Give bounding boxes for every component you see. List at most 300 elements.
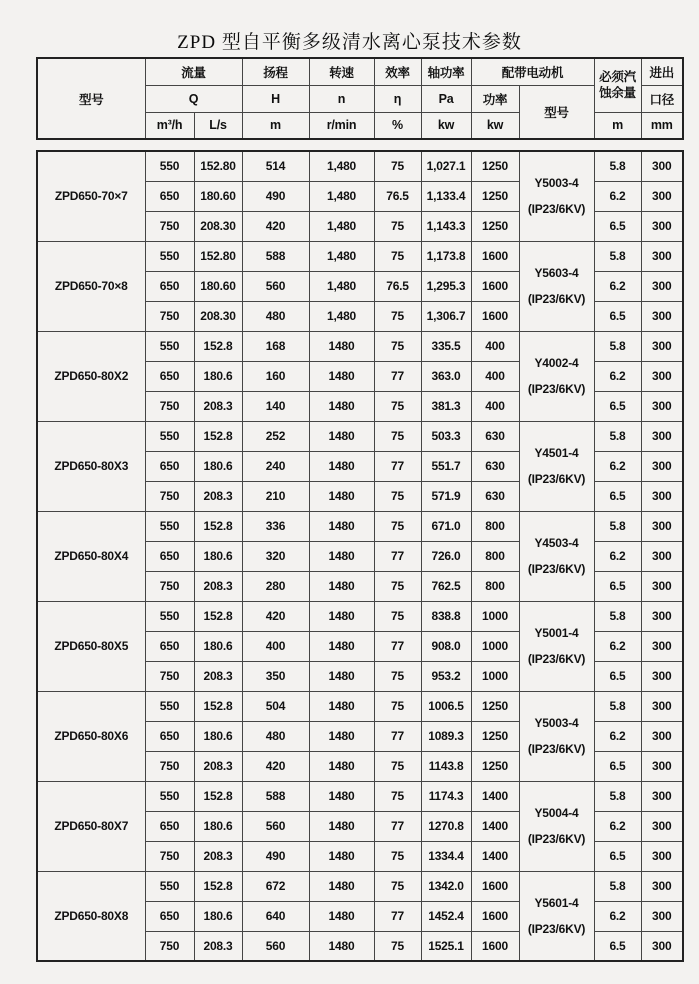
- cell-flow-ls: 180.6: [194, 901, 242, 931]
- cell-flow-m3h: 550: [145, 511, 194, 541]
- cell-efficiency: 75: [374, 661, 421, 691]
- spec-row: [37, 151, 683, 181]
- cell-motor-kw: 1400: [471, 841, 519, 871]
- header-model: 型号: [37, 58, 145, 139]
- header-head-symbol: H: [242, 85, 309, 112]
- spec-row: [37, 691, 683, 721]
- cell-speed: 1480: [309, 751, 374, 781]
- cell-efficiency: 75: [374, 781, 421, 811]
- cell-port-dia: 300: [641, 301, 683, 331]
- cell-npsh: 6.2: [594, 361, 641, 391]
- header-flow: 流量: [145, 58, 242, 85]
- cell-head-m: 400: [242, 631, 309, 661]
- cell-head-m: 168: [242, 331, 309, 361]
- cell-npsh: 6.5: [594, 571, 641, 601]
- cell-port-dia: 300: [641, 481, 683, 511]
- cell-port-dia: 300: [641, 721, 683, 751]
- cell-flow-m3h: 750: [145, 841, 194, 871]
- cell-head-m: 210: [242, 481, 309, 511]
- header-unit-m: m: [242, 112, 309, 139]
- cell-shaft-power: 1,027.1: [421, 151, 471, 181]
- cell-flow-ls: 208.30: [194, 301, 242, 331]
- cell-speed: 1,480: [309, 241, 374, 271]
- cell-npsh: 5.8: [594, 151, 641, 181]
- spec-row: [37, 241, 683, 271]
- cell-flow-ls: 208.3: [194, 481, 242, 511]
- cell-speed: 1480: [309, 661, 374, 691]
- cell-motor-kw: 1600: [471, 931, 519, 961]
- cell-speed: 1480: [309, 541, 374, 571]
- cell-npsh: 6.2: [594, 721, 641, 751]
- cell-flow-m3h: 550: [145, 601, 194, 631]
- cell-shaft-power: 1,295.3: [421, 271, 471, 301]
- cell-motor-kw: 1250: [471, 181, 519, 211]
- motor-model-name: Y5601-4: [534, 895, 579, 910]
- spec-row: [37, 601, 683, 631]
- cell-motor-model: [519, 421, 594, 511]
- cell-motor-kw: 400: [471, 391, 519, 421]
- cell-shaft-power: 1,306.7: [421, 301, 471, 331]
- cell-motor-kw: 630: [471, 451, 519, 481]
- cell-efficiency: 77: [374, 631, 421, 661]
- motor-model-name: Y5603-4: [534, 266, 579, 280]
- motor-model-name: Y5003-4: [534, 176, 579, 191]
- cell-port-dia: 300: [641, 571, 683, 601]
- cell-flow-ls: 208.3: [194, 661, 242, 691]
- cell-motor-model: [519, 241, 594, 331]
- header-motor-model: 型号: [519, 85, 594, 139]
- cell-head-m: 240: [242, 451, 309, 481]
- cell-speed: 1480: [309, 331, 374, 361]
- cell-speed: 1480: [309, 481, 374, 511]
- cell-port-dia: 300: [641, 931, 683, 961]
- cell-npsh: 6.5: [594, 661, 641, 691]
- motor-model-spec: (IP23/6KV): [527, 921, 586, 936]
- cell-flow-m3h: 550: [145, 331, 194, 361]
- cell-port-dia: 300: [641, 331, 683, 361]
- cell-npsh: 6.2: [594, 271, 641, 301]
- cell-port-dia: 300: [641, 241, 683, 271]
- cell-motor-model: [519, 601, 594, 691]
- cell-flow-m3h: 550: [145, 691, 194, 721]
- cell-efficiency: 77: [374, 451, 421, 481]
- cell-efficiency: 75: [374, 391, 421, 421]
- cell-flow-ls: 152.8: [194, 421, 242, 451]
- header-row-1: [37, 58, 683, 85]
- cell-efficiency: 77: [374, 811, 421, 841]
- spec-row: [37, 421, 683, 451]
- cell-speed: 1480: [309, 781, 374, 811]
- cell-npsh: 6.2: [594, 451, 641, 481]
- cell-motor-kw: 1400: [471, 811, 519, 841]
- cell-flow-ls: 208.3: [194, 841, 242, 871]
- cell-motor-kw: 1600: [471, 271, 519, 301]
- header-unit-m3h: m³/h: [145, 112, 194, 139]
- motor-model-spec: (IP23/6KV): [527, 202, 586, 217]
- cell-port-dia: 300: [641, 271, 683, 301]
- cell-motor-model: [519, 691, 594, 781]
- cell-motor-kw: 1250: [471, 151, 519, 181]
- cell-shaft-power: 838.8: [421, 601, 471, 631]
- cell-npsh: 6.5: [594, 391, 641, 421]
- header-unit-percent: %: [374, 112, 421, 139]
- cell-npsh: 5.8: [594, 421, 641, 451]
- header-motor-group: 配带电动机: [471, 58, 594, 85]
- cell-efficiency: 75: [374, 211, 421, 241]
- spec-row: [37, 331, 683, 361]
- cell-speed: 1480: [309, 391, 374, 421]
- cell-flow-ls: 180.6: [194, 631, 242, 661]
- cell-head-m: 490: [242, 181, 309, 211]
- cell-flow-ls: 180.6: [194, 361, 242, 391]
- cell-port-dia: 300: [641, 871, 683, 901]
- cell-flow-ls: 208.3: [194, 751, 242, 781]
- cell-flow-m3h: 750: [145, 661, 194, 691]
- cell-flow-m3h: 550: [145, 151, 194, 181]
- cell-efficiency: 77: [374, 721, 421, 751]
- cell-port-dia: 300: [641, 841, 683, 871]
- cell-efficiency: 75: [374, 691, 421, 721]
- cell-speed: 1480: [309, 841, 374, 871]
- cell-efficiency: 75: [374, 151, 421, 181]
- cell-efficiency: 75: [374, 421, 421, 451]
- cell-flow-m3h: 650: [145, 181, 194, 211]
- cell-flow-ls: 180.6: [194, 451, 242, 481]
- cell-shaft-power: 1143.8: [421, 751, 471, 781]
- data-table: [36, 150, 684, 962]
- cell-efficiency: 77: [374, 541, 421, 571]
- cell-motor-kw: 1600: [471, 901, 519, 931]
- motor-model-name: Y4002-4: [534, 356, 579, 370]
- header-unit-kw-motor: kw: [471, 112, 519, 139]
- cell-head-m: 588: [242, 241, 309, 271]
- cell-port-dia: 300: [641, 511, 683, 541]
- header-speed: 转速: [309, 58, 374, 85]
- cell-flow-ls: 152.80: [194, 241, 242, 271]
- cell-head-m: 480: [242, 301, 309, 331]
- cell-motor-kw: 630: [471, 421, 519, 451]
- cell-pump-model: ZPD650-80X5: [37, 601, 145, 691]
- cell-shaft-power: 1,173.8: [421, 241, 471, 271]
- cell-port-dia: 300: [641, 751, 683, 781]
- cell-motor-model: [519, 151, 594, 241]
- cell-motor-kw: 1000: [471, 661, 519, 691]
- cell-speed: 1480: [309, 721, 374, 751]
- cell-flow-ls: 208.3: [194, 931, 242, 961]
- cell-flow-ls: 152.80: [194, 151, 242, 181]
- cell-flow-ls: 152.8: [194, 331, 242, 361]
- cell-npsh: 5.8: [594, 331, 641, 361]
- cell-efficiency: 75: [374, 241, 421, 271]
- header-table: [36, 57, 684, 140]
- cell-port-dia: 300: [641, 361, 683, 391]
- cell-port-dia: 300: [641, 391, 683, 421]
- cell-head-m: 420: [242, 211, 309, 241]
- cell-npsh: 6.2: [594, 181, 641, 211]
- cell-motor-model: [519, 511, 594, 601]
- cell-head-m: 252: [242, 421, 309, 451]
- cell-shaft-power: 1525.1: [421, 931, 471, 961]
- cell-flow-m3h: 650: [145, 631, 194, 661]
- cell-npsh: 6.5: [594, 301, 641, 331]
- cell-pump-model: ZPD650-80X4: [37, 511, 145, 601]
- cell-npsh: 6.2: [594, 631, 641, 661]
- header-unit-ls: L/s: [194, 112, 242, 139]
- motor-model-name: Y5001-4: [534, 626, 579, 640]
- cell-motor-kw: 1000: [471, 631, 519, 661]
- cell-shaft-power: 1270.8: [421, 811, 471, 841]
- cell-flow-m3h: 550: [145, 781, 194, 811]
- cell-shaft-power: 1,143.3: [421, 211, 471, 241]
- cell-speed: 1480: [309, 421, 374, 451]
- cell-motor-kw: 1400: [471, 781, 519, 811]
- cell-shaft-power: 1006.5: [421, 691, 471, 721]
- cell-speed: 1480: [309, 871, 374, 901]
- cell-flow-m3h: 550: [145, 871, 194, 901]
- cell-shaft-power: 551.7: [421, 451, 471, 481]
- cell-speed: 1480: [309, 691, 374, 721]
- cell-motor-kw: 1600: [471, 871, 519, 901]
- cell-flow-ls: 180.6: [194, 811, 242, 841]
- cell-shaft-power: 1452.4: [421, 901, 471, 931]
- cell-speed: 1480: [309, 811, 374, 841]
- cell-flow-m3h: 650: [145, 361, 194, 391]
- cell-motor-kw: 1250: [471, 751, 519, 781]
- cell-speed: 1,480: [309, 271, 374, 301]
- cell-speed: 1480: [309, 571, 374, 601]
- cell-npsh: 5.8: [594, 691, 641, 721]
- cell-flow-m3h: 750: [145, 301, 194, 331]
- cell-shaft-power: 908.0: [421, 631, 471, 661]
- cell-motor-model: [519, 331, 594, 421]
- cell-shaft-power: 1174.3: [421, 781, 471, 811]
- cell-flow-m3h: 650: [145, 541, 194, 571]
- cell-speed: 1480: [309, 601, 374, 631]
- cell-motor-kw: 1250: [471, 211, 519, 241]
- header-npsh: [594, 58, 641, 112]
- page-title: ZPD 型自平衡多级清水离心泵技术参数: [177, 32, 522, 53]
- cell-efficiency: 75: [374, 601, 421, 631]
- cell-head-m: 420: [242, 751, 309, 781]
- cell-port-dia: 300: [641, 601, 683, 631]
- cell-speed: 1,480: [309, 301, 374, 331]
- spec-row: [37, 781, 683, 811]
- cell-flow-ls: 180.6: [194, 541, 242, 571]
- cell-flow-ls: 208.3: [194, 571, 242, 601]
- cell-port-dia: 300: [641, 781, 683, 811]
- cell-motor-kw: 1600: [471, 241, 519, 271]
- cell-port-dia: 300: [641, 901, 683, 931]
- cell-efficiency: 77: [374, 901, 421, 931]
- cell-pump-model: ZPD650-70×7: [37, 151, 145, 241]
- cell-npsh: 5.8: [594, 241, 641, 271]
- cell-head-m: 140: [242, 391, 309, 421]
- cell-head-m: 320: [242, 541, 309, 571]
- cell-speed: 1480: [309, 631, 374, 661]
- cell-head-m: 490: [242, 841, 309, 871]
- cell-shaft-power: 363.0: [421, 361, 471, 391]
- motor-model-spec: (IP23/6KV): [527, 562, 586, 576]
- cell-port-dia: 300: [641, 541, 683, 571]
- cell-flow-m3h: 750: [145, 571, 194, 601]
- cell-npsh: 6.2: [594, 901, 641, 931]
- cell-efficiency: 76.5: [374, 271, 421, 301]
- cell-pump-model: ZPD650-80X6: [37, 691, 145, 781]
- cell-efficiency: 76.5: [374, 181, 421, 211]
- cell-shaft-power: 726.0: [421, 541, 471, 571]
- cell-efficiency: 75: [374, 481, 421, 511]
- header-shaft-symbol: Pa: [421, 85, 471, 112]
- cell-npsh: 6.5: [594, 481, 641, 511]
- cell-port-dia: 300: [641, 421, 683, 451]
- cell-head-m: 560: [242, 811, 309, 841]
- cell-efficiency: 75: [374, 571, 421, 601]
- cell-motor-model: [519, 781, 594, 871]
- cell-speed: 1,480: [309, 211, 374, 241]
- header-flow-symbol: Q: [145, 85, 242, 112]
- cell-flow-ls: 152.8: [194, 691, 242, 721]
- spec-row: [37, 511, 683, 541]
- cell-motor-kw: 1000: [471, 601, 519, 631]
- cell-flow-m3h: 550: [145, 241, 194, 271]
- cell-head-m: 514: [242, 151, 309, 181]
- header-unit-npsh-m: m: [594, 112, 641, 139]
- cell-flow-ls: 180.60: [194, 181, 242, 211]
- cell-efficiency: 75: [374, 511, 421, 541]
- cell-flow-ls: 152.8: [194, 781, 242, 811]
- header-npsh-line1: 必须汽: [599, 70, 636, 85]
- cell-speed: 1480: [309, 451, 374, 481]
- cell-shaft-power: 1,133.4: [421, 181, 471, 211]
- motor-model-spec: (IP23/6KV): [527, 292, 586, 306]
- cell-efficiency: 75: [374, 751, 421, 781]
- cell-flow-ls: 180.6: [194, 721, 242, 751]
- cell-motor-kw: 630: [471, 481, 519, 511]
- motor-model-spec: (IP23/6KV): [527, 652, 586, 666]
- cell-npsh: 5.8: [594, 871, 641, 901]
- cell-head-m: 350: [242, 661, 309, 691]
- cell-motor-kw: 400: [471, 331, 519, 361]
- cell-shaft-power: 671.0: [421, 511, 471, 541]
- motor-model-name: Y4501-4: [534, 446, 579, 460]
- cell-port-dia: 300: [641, 811, 683, 841]
- cell-npsh: 6.5: [594, 211, 641, 241]
- cell-speed: 1480: [309, 361, 374, 391]
- cell-flow-m3h: 750: [145, 931, 194, 961]
- header-unit-rmin: r/min: [309, 112, 374, 139]
- cell-flow-m3h: 750: [145, 751, 194, 781]
- motor-model-name: Y4503-4: [534, 536, 579, 550]
- cell-efficiency: 77: [374, 361, 421, 391]
- cell-shaft-power: 1089.3: [421, 721, 471, 751]
- motor-model-name: Y5004-4: [534, 806, 579, 820]
- cell-pump-model: ZPD650-80X8: [37, 871, 145, 961]
- cell-flow-ls: 208.3: [194, 391, 242, 421]
- cell-flow-m3h: 650: [145, 901, 194, 931]
- cell-flow-ls: 152.8: [194, 871, 242, 901]
- cell-flow-m3h: 650: [145, 451, 194, 481]
- cell-efficiency: 75: [374, 331, 421, 361]
- cell-port-dia: 300: [641, 631, 683, 661]
- cell-pump-model: ZPD650-80X7: [37, 781, 145, 871]
- cell-motor-kw: 1600: [471, 301, 519, 331]
- cell-shaft-power: 953.2: [421, 661, 471, 691]
- cell-shaft-power: 1342.0: [421, 871, 471, 901]
- header-efficiency: 效率: [374, 58, 421, 85]
- cell-motor-kw: 800: [471, 571, 519, 601]
- header-npsh-line2: 蚀余量: [599, 86, 636, 101]
- cell-flow-m3h: 750: [145, 481, 194, 511]
- cell-head-m: 280: [242, 571, 309, 601]
- cell-flow-ls: 208.30: [194, 211, 242, 241]
- spec-row: [37, 871, 683, 901]
- header-motor-power: 功率: [471, 85, 519, 112]
- motor-model-spec: (IP23/6KV): [527, 472, 586, 486]
- cell-head-m: 480: [242, 721, 309, 751]
- cell-motor-kw: 800: [471, 511, 519, 541]
- cell-efficiency: 75: [374, 871, 421, 901]
- cell-port-dia: 300: [641, 151, 683, 181]
- cell-npsh: 6.2: [594, 811, 641, 841]
- header-speed-symbol: n: [309, 85, 374, 112]
- cell-head-m: 420: [242, 601, 309, 631]
- cell-port-dia: 300: [641, 661, 683, 691]
- cell-shaft-power: 571.9: [421, 481, 471, 511]
- cell-head-m: 160: [242, 361, 309, 391]
- cell-flow-ls: 180.60: [194, 271, 242, 301]
- cell-head-m: 560: [242, 931, 309, 961]
- cell-flow-m3h: 550: [145, 421, 194, 451]
- cell-shaft-power: 762.5: [421, 571, 471, 601]
- cell-port-dia: 300: [641, 691, 683, 721]
- motor-model-spec: (IP23/6KV): [527, 832, 586, 846]
- cell-npsh: 6.5: [594, 931, 641, 961]
- cell-head-m: 504: [242, 691, 309, 721]
- cell-motor-kw: 1250: [471, 721, 519, 751]
- cell-head-m: 640: [242, 901, 309, 931]
- header-port-line1: 进出: [641, 58, 683, 85]
- cell-npsh: 6.2: [594, 541, 641, 571]
- cell-head-m: 588: [242, 781, 309, 811]
- cell-flow-m3h: 650: [145, 271, 194, 301]
- cell-pump-model: ZPD650-80X3: [37, 421, 145, 511]
- cell-head-m: 672: [242, 871, 309, 901]
- motor-model-spec: (IP23/6KV): [527, 742, 586, 756]
- motor-model-name: Y5003-4: [534, 716, 579, 730]
- cell-speed: 1480: [309, 511, 374, 541]
- cell-shaft-power: 335.5: [421, 331, 471, 361]
- cell-npsh: 5.8: [594, 601, 641, 631]
- cell-port-dia: 300: [641, 211, 683, 241]
- cell-speed: 1,480: [309, 151, 374, 181]
- header-port-line2: 口径: [641, 85, 683, 112]
- cell-efficiency: 75: [374, 841, 421, 871]
- cell-npsh: 5.8: [594, 781, 641, 811]
- cell-flow-m3h: 650: [145, 721, 194, 751]
- cell-pump-model: ZPD650-70×8: [37, 241, 145, 331]
- cell-speed: 1480: [309, 931, 374, 961]
- cell-flow-ls: 152.8: [194, 511, 242, 541]
- header-head: 扬程: [242, 58, 309, 85]
- header-shaft-power: 轴功率: [421, 58, 471, 85]
- cell-flow-m3h: 750: [145, 211, 194, 241]
- cell-port-dia: 300: [641, 451, 683, 481]
- header-unit-mm: mm: [641, 112, 683, 139]
- cell-flow-ls: 152.8: [194, 601, 242, 631]
- cell-head-m: 560: [242, 271, 309, 301]
- cell-npsh: 5.8: [594, 511, 641, 541]
- cell-speed: 1480: [309, 901, 374, 931]
